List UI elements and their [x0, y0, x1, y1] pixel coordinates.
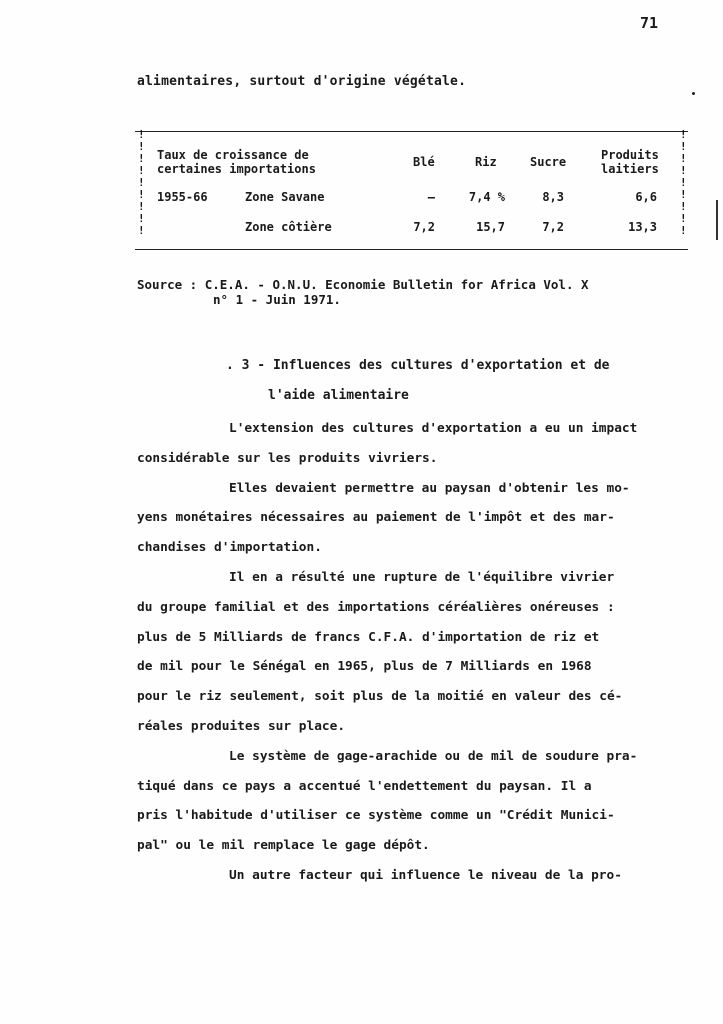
- body-text: [137, 414, 697, 891]
- scan-edge-mark: [716, 200, 718, 240]
- table-right-border: ! ! ! ! ! ! ! ! !: [680, 128, 687, 237]
- table-top-rule: [135, 131, 688, 132]
- row2-sucre: 7,2: [542, 220, 564, 234]
- row1-sucre: 8,3: [542, 190, 564, 204]
- row2-zone: Zone côtière: [245, 220, 332, 234]
- body-line: chandises d'importation.: [137, 540, 322, 556]
- table-title-line1: Taux de croissance de: [157, 148, 309, 162]
- row2-riz: 15,7: [476, 220, 505, 234]
- column-header-sucre: Sucre: [530, 155, 567, 169]
- section-heading: [226, 351, 610, 411]
- page-number: 71: [640, 14, 659, 32]
- column-header-produits-line1: Produits: [601, 148, 659, 162]
- import-growth-table: [135, 127, 688, 252]
- body-line: tiqué dans ce pays a accentué l'endettement du paysan. Il a: [137, 778, 592, 794]
- body-line: pour le riz seulement, soit plus de la moitié en valeur des cé-: [137, 689, 623, 705]
- body-line: Elles devaient permettre au paysan d'obtenir les mo-: [229, 480, 630, 496]
- lead-line: alimentaires, surtout d'origine végétale.: [137, 74, 467, 89]
- body-line: réales produites sur place.: [137, 718, 346, 734]
- body-line: pal" ou le mil remplace le gage dépôt.: [137, 838, 430, 854]
- body-line: de mil pour le Sénégal en 1965, plus de 7 Milliards en 1968: [137, 659, 592, 675]
- column-header-produits-line2: laitiers: [601, 162, 659, 176]
- column-header-ble: Blé: [413, 155, 435, 169]
- row1-produits: 6,6: [635, 190, 657, 204]
- body-line: Le système de gage-arachide ou de mil de soudure pra-: [229, 748, 638, 764]
- body-line: L'extension des cultures d'exportation a eu un impact: [229, 421, 638, 436]
- table-title-line2: certaines importations: [157, 162, 316, 176]
- table-bottom-rule: [135, 249, 688, 250]
- row1-zone: Zone Savane: [245, 190, 325, 204]
- source-line2: n° 1 - Juin 1971.: [213, 292, 341, 307]
- table-source-note: [137, 277, 589, 307]
- section-heading-line1: . 3 - Influences des cultures d'exportation et de: [226, 358, 610, 373]
- row1-ble: —: [427, 190, 435, 204]
- row1-period: 1955-66: [157, 190, 208, 204]
- body-line: considérable sur les produits vivriers.: [137, 450, 438, 466]
- body-line: pris l'habitude d'utiliser ce système comme un "Crédit Munici-: [137, 808, 615, 824]
- source-line1: Source : C.E.A. - O.N.U. Economie Bulletin for Africa Vol. X: [137, 277, 589, 292]
- row2-ble: 7,2: [413, 220, 435, 234]
- body-line: plus de 5 Milliards de francs C.F.A. d'importation de riz et: [137, 629, 600, 645]
- column-header-riz: Riz: [475, 155, 497, 169]
- body-line: yens monétaires nécessaires au paiement de l'impôt et des mar-: [137, 510, 615, 526]
- scan-speck: [692, 92, 695, 95]
- section-heading-line2: l'aide alimentaire: [268, 388, 409, 403]
- table-left-border: ! ! ! ! ! ! ! ! !: [138, 128, 145, 237]
- row2-produits: 13,3: [628, 220, 657, 234]
- body-line: Il en a résulté une rupture de l'équilibre vivrier: [229, 569, 615, 585]
- body-line: Un autre facteur qui influence le niveau de la pro-: [229, 867, 622, 883]
- row1-riz: 7,4 %: [468, 190, 505, 204]
- body-line: du groupe familial et des importations céréalières onéreuses :: [137, 599, 615, 615]
